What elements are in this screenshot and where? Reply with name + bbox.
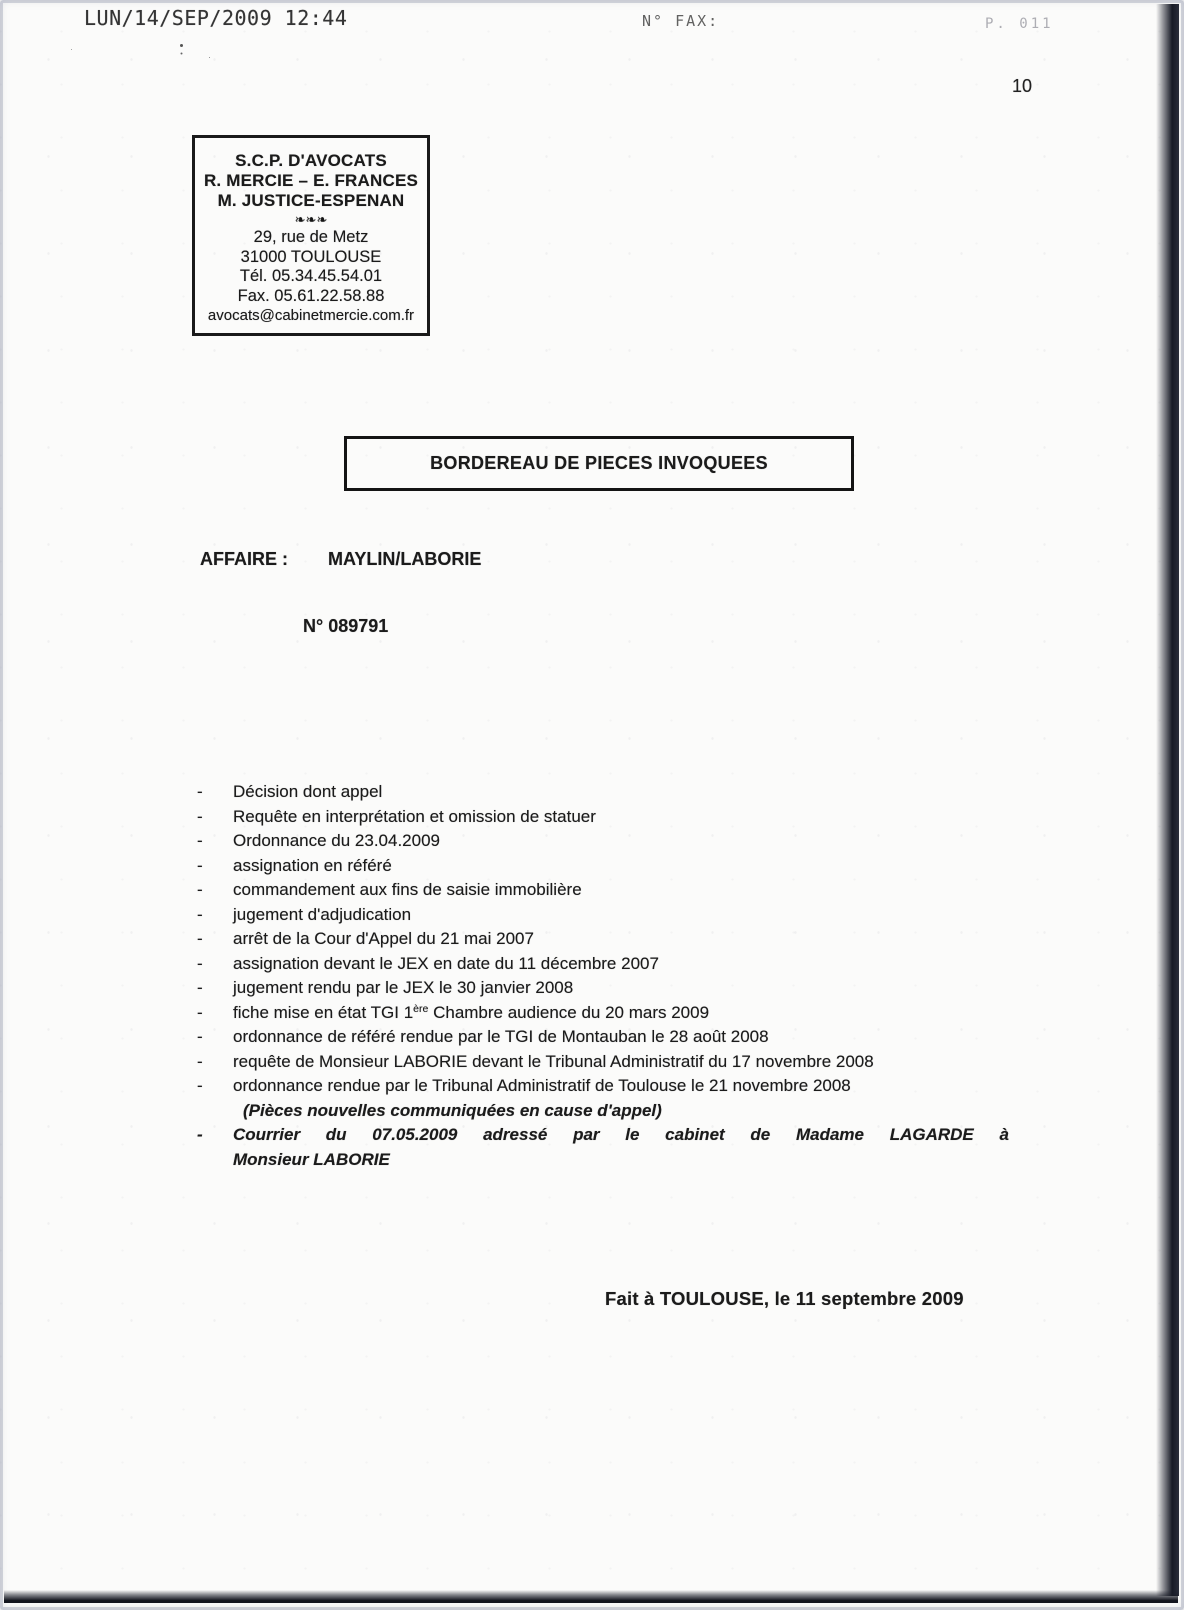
firm-phone: Tél. 05.34.45.54.01 — [239, 267, 383, 285]
piece-text: fiche mise en état TGI 1ère Chambre audience du 20 mars 2009 — [233, 1002, 710, 1022]
firm-email: avocats@cabinetmercie.com.fr — [207, 307, 415, 324]
piece-item — [197, 952, 1037, 977]
piece-text: Requête en interprétation et omission de statuer — [233, 806, 596, 826]
piece-item — [197, 878, 1037, 903]
piece-text: commandement aux fins de saisie immobilière — [233, 880, 582, 899]
list-dash: - — [197, 1002, 203, 1022]
list-dash: - — [197, 1051, 203, 1071]
piece-text: Courrier du 07.05.2009 adressé par le cabinet de Madame LAGARDE à — [233, 1125, 1009, 1144]
piece-text: ordonnance rendue par le Tribunal Administratif de Toulouse le 21 novembre 2008 — [233, 1076, 851, 1095]
piece-item — [197, 903, 1037, 928]
list-dash — [197, 1148, 233, 1173]
piece-text: jugement d'adjudication — [233, 904, 412, 924]
pieces-list — [197, 780, 1037, 1172]
list-dash: - — [197, 1125, 203, 1144]
case-label: AFFAIRE : — [200, 549, 288, 569]
piece-text: Ordonnance du 23.04.2009 — [233, 831, 441, 850]
list-dash: - — [197, 782, 203, 801]
piece-item — [197, 1148, 1037, 1173]
document-title-box — [344, 436, 854, 491]
firm-fax: Fax. 05.61.22.58.88 — [237, 286, 385, 305]
scan-edge-bottom — [4, 1590, 1178, 1603]
piece-text: Monsieur LABORIE — [233, 1149, 390, 1169]
scan-edge-right — [1156, 4, 1179, 1596]
piece-text: jugement rendu par le JEX le 30 janvier 2008 — [233, 978, 574, 997]
case-name: MAYLIN/LABORIE — [328, 549, 482, 569]
list-dash — [197, 1099, 233, 1124]
scan-speck-marks — [170, 42, 230, 66]
piece-item — [197, 1050, 1037, 1075]
fax-number-label: N° FAX: — [642, 12, 720, 30]
piece-item — [197, 1001, 1037, 1026]
piece-item — [197, 927, 1037, 952]
list-dash: - — [197, 1076, 203, 1095]
closing-line: Fait à TOULOUSE, le 11 septembre 2009 — [605, 1288, 964, 1309]
piece-item — [197, 780, 1037, 805]
page-number: 10 — [1012, 76, 1033, 96]
piece-text: Décision dont appel — [233, 782, 383, 801]
list-dash: - — [197, 855, 203, 875]
list-dash: - — [197, 904, 203, 924]
document-title: BORDEREAU DE PIECES INVOQUEES — [430, 453, 768, 473]
list-dash: - — [197, 831, 203, 850]
list-dash: - — [197, 929, 203, 948]
letterhead-box — [192, 135, 430, 336]
list-dash: - — [197, 953, 203, 973]
piece-item — [197, 854, 1037, 879]
firm-street: 29, rue de Metz — [253, 228, 369, 246]
piece-item — [197, 829, 1037, 854]
firm-city: 31000 TOULOUSE — [240, 247, 382, 266]
piece-item — [197, 805, 1037, 830]
piece-text: ordonnance de référé rendue par le TGI de Montauban le 28 août 2008 — [233, 1027, 769, 1046]
list-dash: - — [197, 806, 203, 826]
firm-partners-line1: R. MERCIE – E. FRANCES — [203, 171, 419, 190]
piece-text: arrêt de la Cour d'Appel du 21 mai 2007 — [233, 929, 534, 948]
piece-item — [197, 1123, 1037, 1148]
piece-item — [197, 1099, 1037, 1124]
firm-name: S.C.P. D'AVOCATS — [235, 151, 387, 170]
list-dash: - — [197, 1027, 203, 1046]
piece-text: requête de Monsieur LABORIE devant le Tribunal Administratif du 17 novembre 2008 — [233, 1051, 874, 1071]
piece-text: assignation en référé — [233, 855, 392, 875]
flourish-ornament-icon: ❧❧❧ — [294, 212, 328, 227]
list-dash: - — [197, 880, 203, 899]
piece-text: assignation devant le JEX en date du 11 décembre 2007 — [233, 953, 659, 973]
piece-item — [197, 976, 1037, 1001]
list-dash: - — [197, 978, 203, 997]
fax-page-indicator: P. 011 — [985, 16, 1054, 32]
case-row — [200, 549, 481, 570]
piece-item — [197, 1074, 1037, 1099]
case-number: N° 089791 — [303, 616, 389, 636]
firm-partners-line2: M. JUSTICE-ESPENAN — [217, 191, 405, 210]
fax-datetime: LUN/14/SEP/2009 12:44 — [84, 6, 348, 30]
piece-item — [197, 1025, 1037, 1050]
piece-text: (Pièces nouvelles communiquées en cause d'appel) — [243, 1100, 662, 1120]
